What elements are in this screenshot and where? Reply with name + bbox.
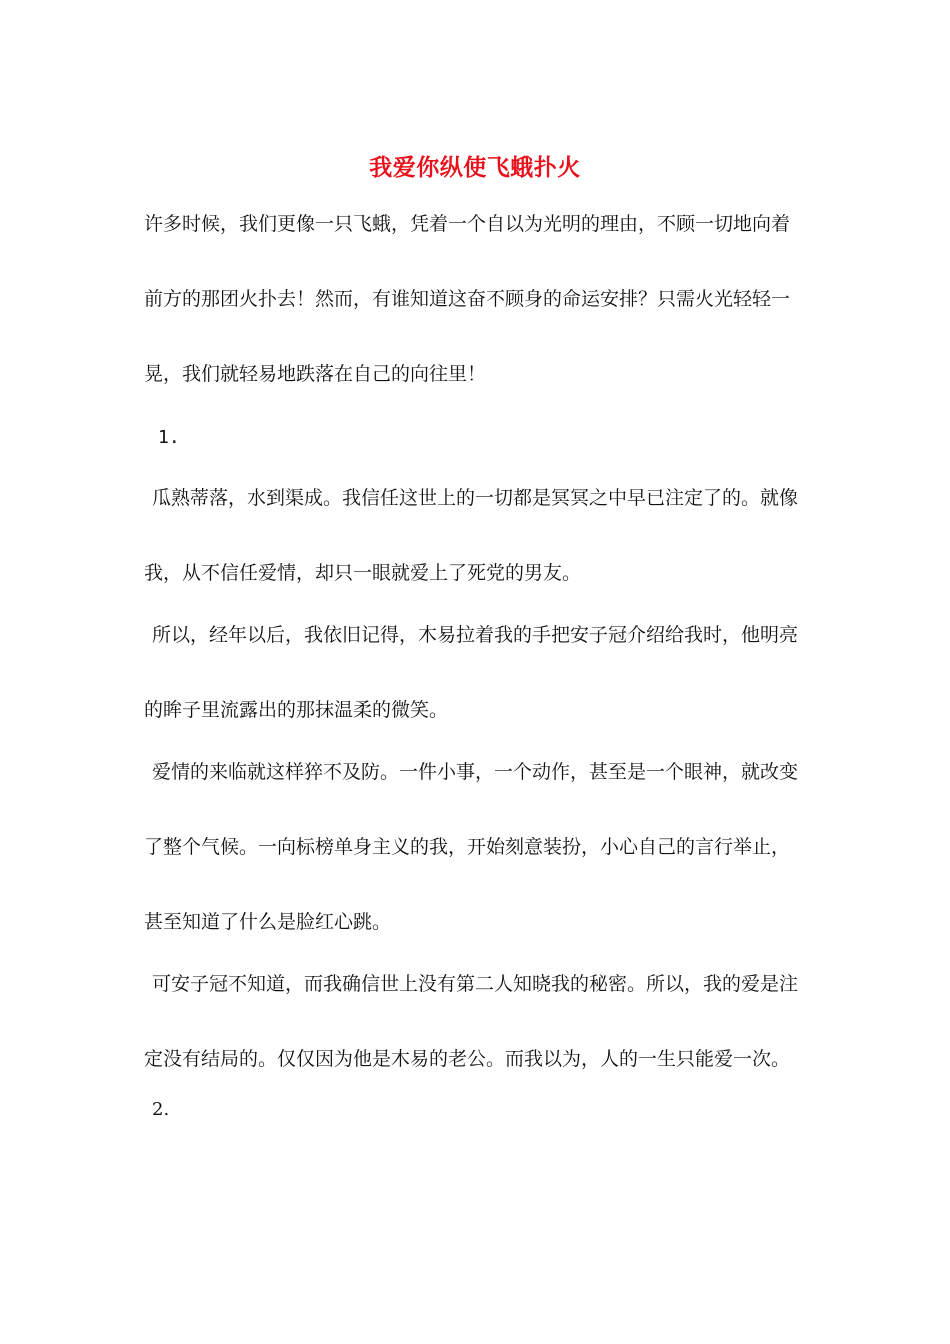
section-number-1: 1.: [158, 427, 180, 448]
paragraph-line: 定没有结局的。仅仅因为他是木易的老公。而我以为，人的一生只能爱一次。: [144, 1048, 791, 1070]
paragraph-line: 可安子冠不知道，而我确信世上没有第二人知晓我的秘密。所以，我的爱是注: [152, 973, 799, 995]
intro-line-1: 许多时候，我们更像一只飞蛾，凭着一个自以为光明的理由，不顾一切地向着: [144, 213, 791, 235]
paragraph-line: 的眸子里流露出的那抹温柔的微笑。: [144, 699, 449, 721]
intro-line-3: 晃，我们就轻易地跌落在自己的向往里！: [144, 363, 487, 385]
paragraph-line: 甚至知道了什么是脸红心跳。: [144, 911, 392, 933]
paragraph-line: 爱情的来临就这样猝不及防。一件小事，一个动作，甚至是一个眼神，就改变: [152, 761, 799, 783]
section-number-2: 2.: [152, 1099, 170, 1120]
paragraph-line: 瓜熟蒂落，水到渠成。我信任这世上的一切都是冥冥之中早已注定了的。就像: [152, 487, 799, 509]
paragraph-line: 所以，经年以后，我依旧记得，木易拉着我的手把安子冠介绍给我时，他明亮: [152, 624, 799, 646]
paragraph-line: 了整个气候。一向标榜单身主义的我，开始刻意装扮，小心自己的言行举止，: [144, 836, 791, 858]
paragraph-line: 我，从不信任爱情，却只一眼就爱上了死党的男友。: [144, 562, 582, 584]
intro-line-2: 前方的那团火扑去！然而，有谁知道这奋不顾身的命运安排？只需火光轻轻一: [144, 288, 791, 310]
document-title: 我爱你纵使飞蛾扑火: [369, 154, 581, 181]
